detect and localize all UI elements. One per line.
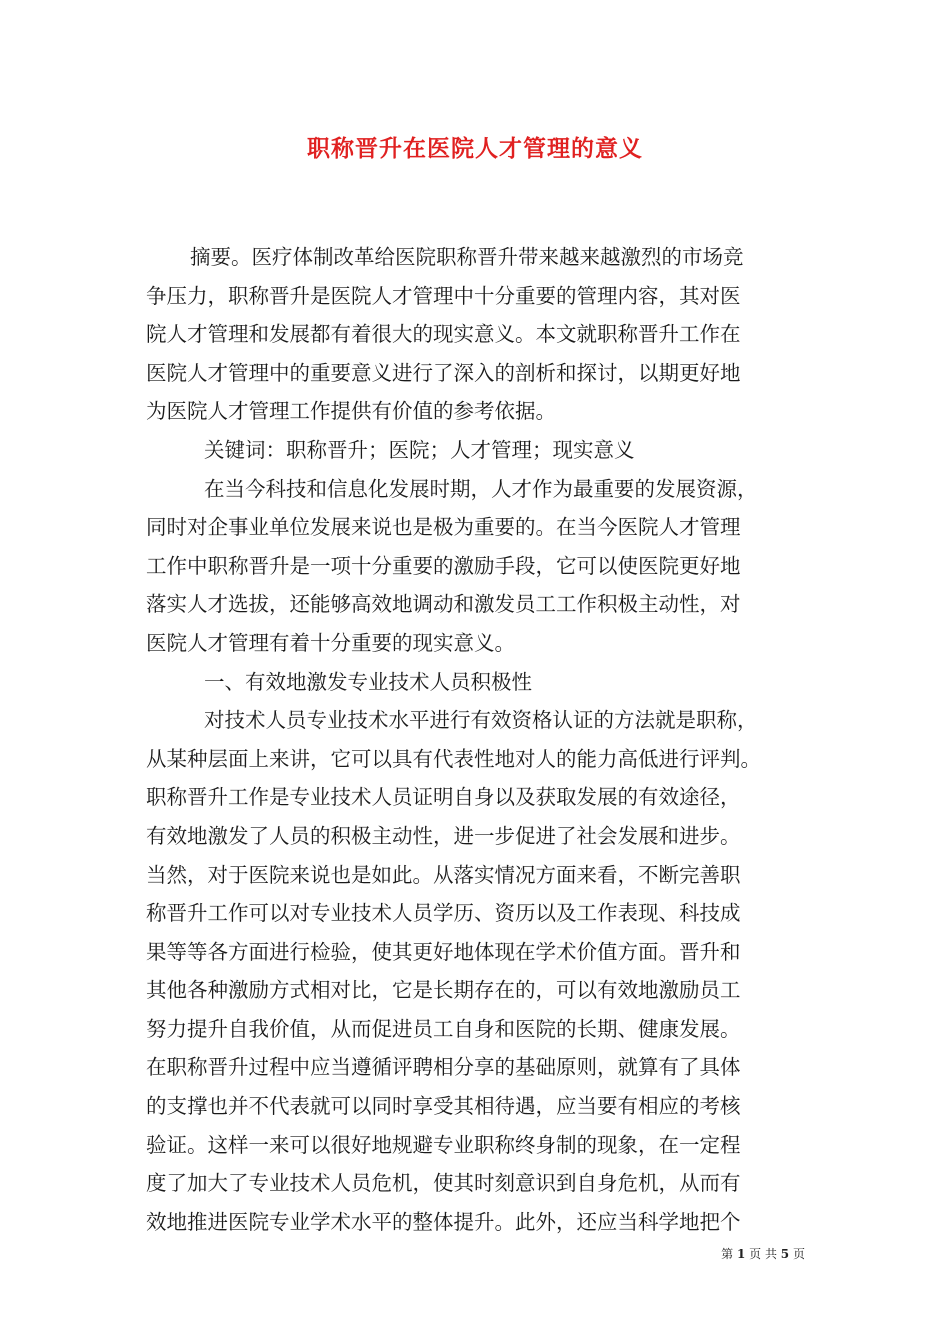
text-line: 从某种层面上来讲，它可以具有代表性地对人的能力高低进行评判。 bbox=[146, 746, 761, 771]
text-line: 为医院人才管理工作提供有价值的参考依据。 bbox=[146, 399, 556, 424]
text-line: 职称晋升工作是专业技术人员证明自身以及获取发展的有效途径， bbox=[146, 785, 741, 810]
text-line: 验证。这样一来可以很好地规避专业职称终身制的现象，在一定程 bbox=[146, 1132, 741, 1157]
text-line: 的支撑也并不代表就可以同时享受其相待遇，应当要有相应的考核 bbox=[146, 1094, 741, 1119]
text-line: 对技术人员专业技术水平进行有效资格认证的方法就是职称， bbox=[204, 708, 758, 733]
footer-prefix: 第 bbox=[721, 1247, 734, 1261]
document-body bbox=[146, 238, 812, 1241]
text-line: 果等等各方面进行检验，使其更好地体现在学术价值方面。晋升和 bbox=[146, 939, 741, 964]
text-line: 院人才管理和发展都有着很大的现实意义。本文就职称晋升工作在 bbox=[146, 322, 741, 347]
text-line: 医院人才管理中的重要意义进行了深入的剖析和探讨，以期更好地 bbox=[146, 360, 741, 385]
text-line: 争压力，职称晋升是医院人才管理中十分重要的管理内容，其对医 bbox=[146, 283, 741, 308]
document-title: 职称晋升在医院人才管理的意义 bbox=[307, 135, 643, 162]
text-line: 当然，对于医院来说也是如此。从落实情况方面来看，不断完善职 bbox=[146, 862, 741, 887]
text-line: 度了加大了专业技术人员危机，使其时刻意识到自身危机，从而有 bbox=[146, 1171, 741, 1196]
text-line: 在职称晋升过程中应当遵循评聘相分享的基础原则，就算有了具体 bbox=[146, 1055, 741, 1080]
text-line: 效地推进医院专业学术水平的整体提升。此外，还应当科学地把个 bbox=[146, 1209, 741, 1234]
text-line: 其他各种激励方式相对比，它是长期存在的，可以有效地激励员工 bbox=[146, 978, 741, 1003]
footer-page-number: 1 bbox=[736, 1247, 746, 1261]
text-line: 在当今科技和信息化发展时期，人才作为最重要的发展资源， bbox=[204, 476, 758, 501]
text-line: 一、有效地激发专业技术人员积极性 bbox=[204, 669, 532, 694]
text-line: 工作中职称晋升是一项十分重要的激励手段，它可以使医院更好地 bbox=[146, 553, 741, 578]
text-line: 落实人才选拔，还能够高效地调动和激发员工工作积极主动性，对 bbox=[146, 592, 741, 617]
footer-middle: 页 共 bbox=[749, 1247, 777, 1261]
text-line: 称晋升工作可以对专业技术人员学历、资历以及工作表现、科技成 bbox=[146, 901, 741, 926]
text-line: 同时对企事业单位发展来说也是极为重要的。在当今医院人才管理 bbox=[146, 515, 741, 540]
text-line: 摘要。医疗体制改革给医院职称晋升带来越来越激烈的市场竞 bbox=[190, 245, 744, 269]
footer-page-total: 5 bbox=[780, 1247, 790, 1261]
page-footer bbox=[721, 1245, 805, 1262]
text-line: 努力提升自我价值，从而促进员工自身和医院的长期、健康发展。 bbox=[146, 1016, 741, 1041]
text-line: 有效地激发了人员的积极主动性，进一步促进了社会发展和进步。 bbox=[146, 823, 741, 848]
text-line: 关键词：职称晋升；医院；人才管理；现实意义 bbox=[204, 437, 635, 462]
text-line: 医院人才管理有着十分重要的现实意义。 bbox=[146, 630, 515, 655]
footer-suffix: 页 bbox=[792, 1247, 805, 1261]
